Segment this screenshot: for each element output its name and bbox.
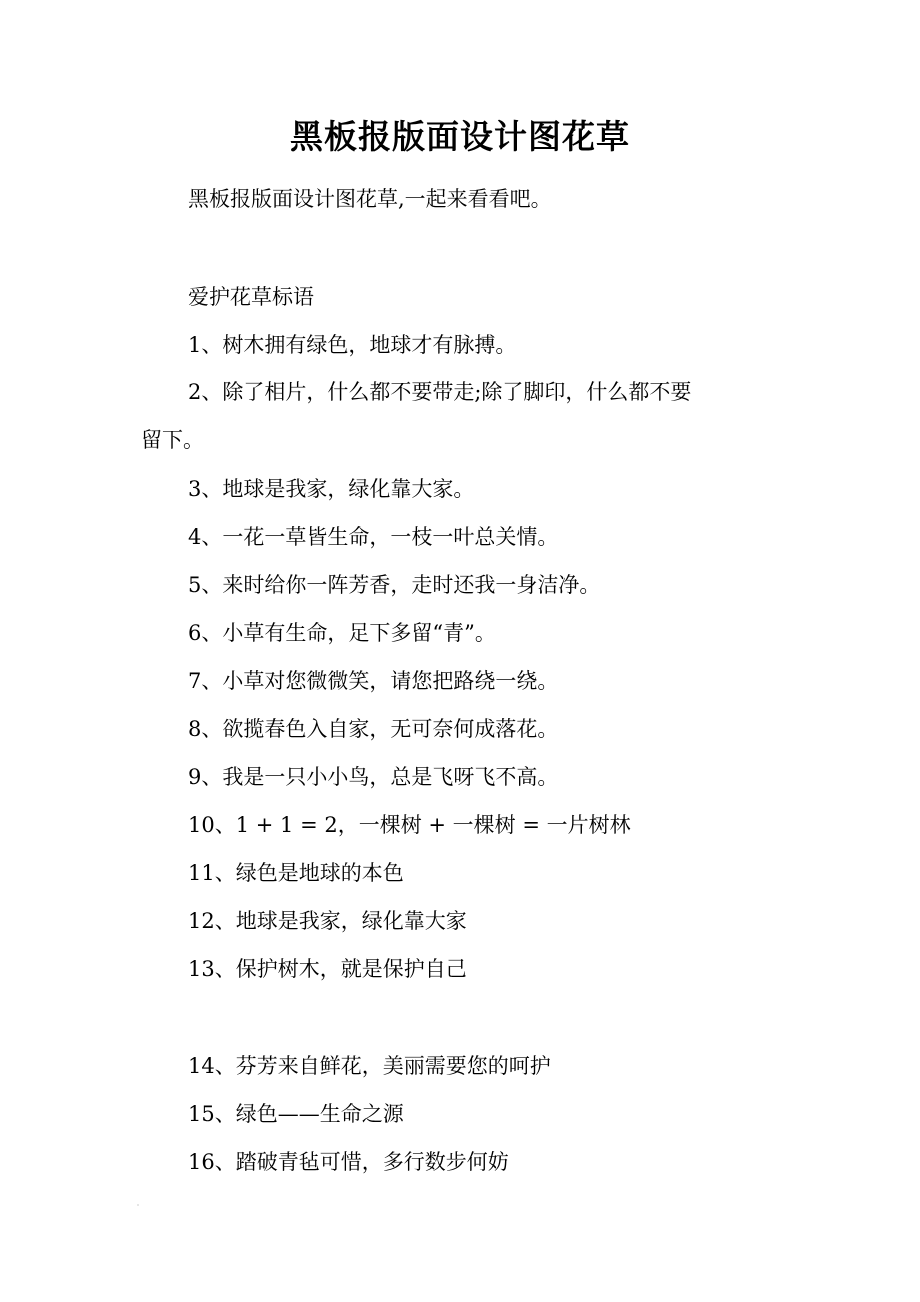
document-title: 黑板报版面设计图花草 bbox=[290, 117, 630, 156]
slogan-item-continuation: 留下。 bbox=[141, 428, 204, 452]
slogan-item: 8、欲揽春色入自家，无可奈何成落花。 bbox=[188, 717, 559, 741]
slogan-item: 16、踏破青毡可惜，多行数步何妨 bbox=[188, 1150, 509, 1174]
slogan-item: 9、我是一只小小鸟，总是飞呀飞不高。 bbox=[188, 765, 559, 789]
slogan-item: 6、小草有生命，足下多留“青”。 bbox=[188, 621, 496, 645]
slogan-item: 11、绿色是地球的本色 bbox=[188, 861, 404, 885]
intro-paragraph: 黑板报版面设计图花草,一起来看看吧。 bbox=[188, 187, 552, 211]
slogan-item: 3、地球是我家，绿化靠大家。 bbox=[188, 477, 475, 501]
slogan-item: 10、1 + 1 = 2，一棵树 + 一棵树 = 一片树林 bbox=[188, 813, 631, 837]
slogan-item: 13、保护树木，就是保护自己 bbox=[188, 957, 467, 981]
slogan-item: 7、小草对您微微笑，请您把路绕一绕。 bbox=[188, 669, 559, 693]
slogan-item: 2、除了相片，什么都不要带走;除了脚印，什么都不要 bbox=[188, 380, 692, 404]
slogan-item: 12、地球是我家，绿化靠大家 bbox=[188, 909, 467, 933]
slogan-item: 5、来时给你一阵芳香，走时还我一身洁净。 bbox=[188, 573, 601, 597]
slogan-item: 1、树木拥有绿色，地球才有脉搏。 bbox=[188, 333, 517, 357]
section-heading: 爱护花草标语 bbox=[188, 285, 314, 309]
slogan-item: 14、芬芳来自鲜花，美丽需要您的呵护 bbox=[188, 1054, 551, 1078]
page-speck bbox=[137, 1204, 139, 1206]
slogan-item: 15、绿色——生命之源 bbox=[188, 1102, 404, 1126]
slogan-item: 4、一花一草皆生命，一枝一叶总关情。 bbox=[188, 525, 559, 549]
